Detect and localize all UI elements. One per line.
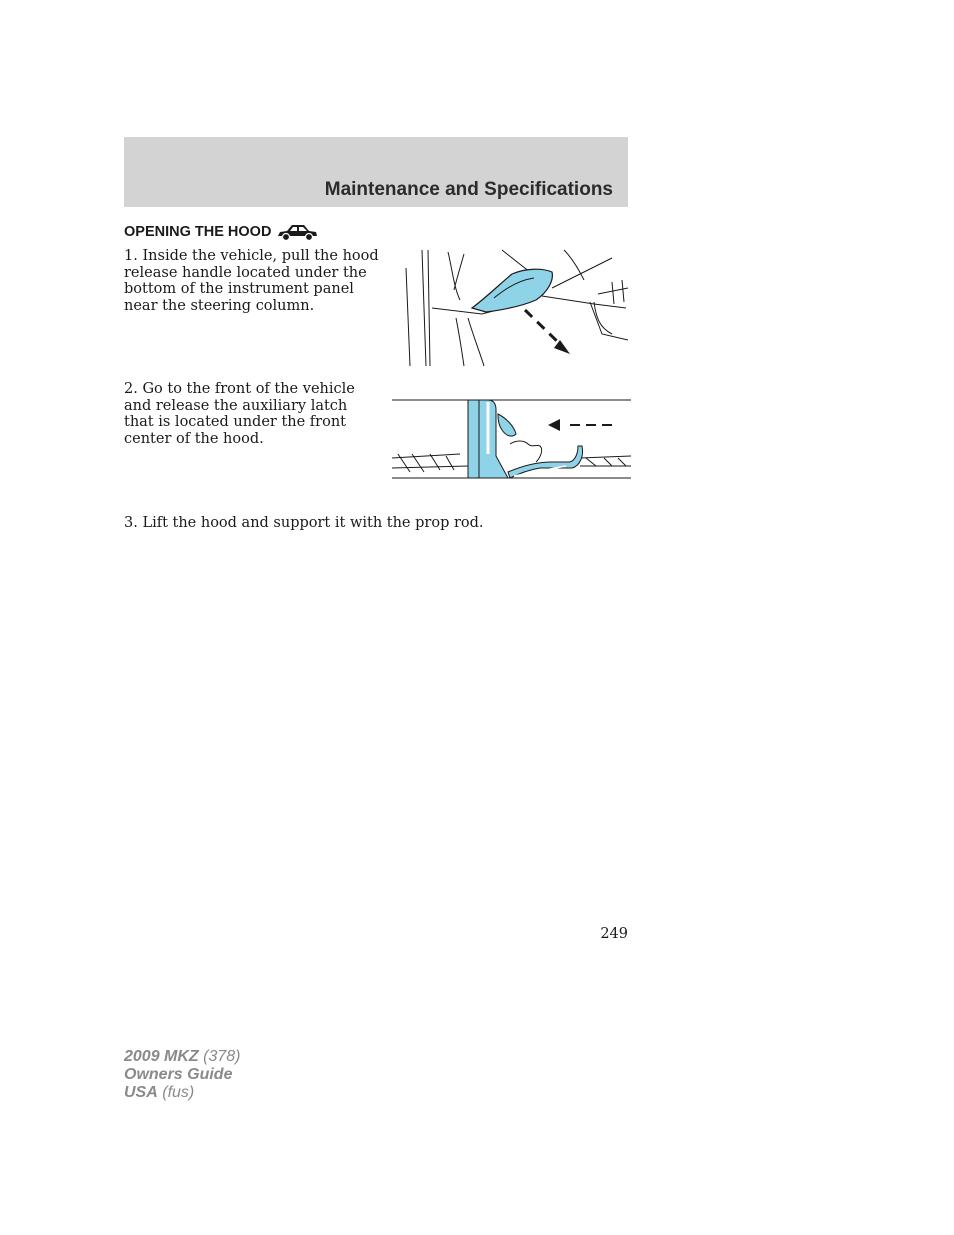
section-heading-text: OPENING THE HOOD (124, 224, 272, 240)
page-section-title: Maintenance and Specifications (324, 179, 613, 200)
page-number: 249 (600, 926, 628, 942)
footer-line-3 (124, 1084, 241, 1102)
footer-line-1 (124, 1048, 241, 1066)
step-1-text: 1. Inside the vehicle, pull the hood release handle located under the bottom of the instrument panel near the steering column. (124, 248, 379, 314)
step-2-text: 2. Go to the front of the vehicle and release the auxiliary latch that is located under the front center of the hood. (124, 381, 355, 447)
document-footer (124, 1048, 241, 1102)
footer-region-code: (fus) (162, 1084, 195, 1101)
hood-release-handle-illustration (402, 248, 630, 368)
car-icon (275, 221, 319, 243)
section-heading (124, 221, 319, 243)
footer-model-code: (378) (203, 1048, 241, 1065)
section-header-band (124, 137, 628, 207)
auxiliary-latch-illustration (390, 396, 632, 482)
footer-region: USA (124, 1084, 158, 1101)
footer-guide: Owners Guide (124, 1066, 233, 1083)
step-3-text: 3. Lift the hood and support it with the prop rod. (124, 515, 484, 531)
footer-model: 2009 MKZ (124, 1048, 199, 1065)
footer-line-2 (124, 1066, 241, 1084)
